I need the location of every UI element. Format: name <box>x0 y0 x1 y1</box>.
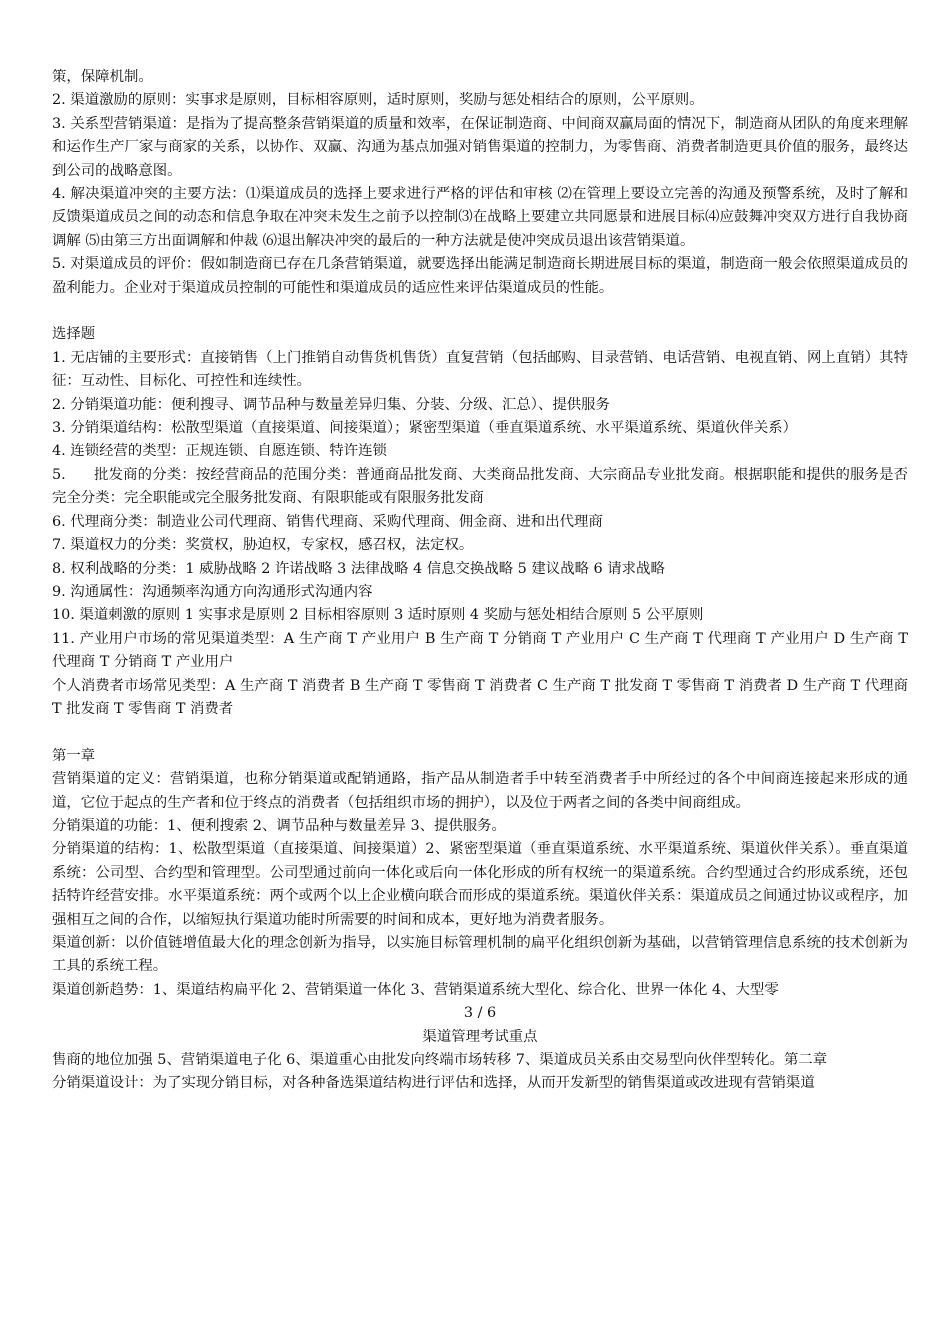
list-item: 个人消费者市场常见类型：A 生产商 T 消费者 B 生产商 T 零售商 T 消费者 C 生产商 T 批发商 T 零售商 T 消费者 D 生产商 T 代理商 T 批发商 T 零售商 T 消费者 <box>52 677 908 717</box>
page-number: 3 / 6 <box>463 1005 497 1022</box>
paragraph: 渠道创新趋势：1、渠道结构扁平化 2、营销渠道一体化 3、营销渠道系统大型化、综合化、世界一体化 4、大型零 <box>52 981 779 998</box>
paragraph: 售商的地位加强 5、营销渠道电子化 6、渠道重心由批发向终端市场转移 7、渠道成员关系由交易型向伙伴型转化。第二章 <box>52 1052 828 1069</box>
blank-line <box>52 721 908 744</box>
blank-line <box>52 300 908 323</box>
paragraph: 策，保障机制。 <box>52 69 153 85</box>
list-item: 6. 代理商分类：制造业公司代理商、销售代理商、采购代理商、佣金商、进和出代理商 <box>52 513 603 530</box>
paragraph: 2. 渠道激励的原则：实事求是原则，目标相容原则，适时原则，奖励与惩处相结合的原则，公平原则。 <box>52 92 704 109</box>
paragraph: 渠道创新：以价值链增值最大化的理念创新为指导，以实施目标管理机制的扁平化组织创新为基础，以营销管理信息系统的技术创新为工具的系统工程。 <box>52 935 908 975</box>
list-item: 1. 无店铺的主要形式：直接销售（上门推销自动售货机售货）直复营销（包括邮购、目录营销、电话营销、电视直销、网上直销）其特征：互动性、目标化、可控性和连续性。 <box>52 349 908 390</box>
running-title: 渠道管理考试重点 <box>422 1028 538 1045</box>
section-heading: 选择题 <box>52 326 96 343</box>
list-item: 4. 连锁经营的类型：正规连锁、自愿连锁、特许连锁 <box>52 443 387 460</box>
document-page <box>52 66 908 1096</box>
paragraph: 分销渠道的结构：1、松散型渠道（直接渠道、间接渠道）2、紧密型渠道（垂直渠道系统、水平渠道系统、渠道伙伴关系）。垂直渠道系统：公司型、合约型和管理型。公司型通过前向一体化或后向一体化形成的所有权统一的渠道系统。合约型通过合约形成系统，还包括特许经营安排。水平渠道系统：两个或两个以上企业横向联合而形成的渠道系统。渠道伙伴关系：渠道成员之间通过协议或程序，加强相互之间的合作，以缩短执行渠道功能时所需要的时间和成本，更好地为消费者服务。 <box>52 841 908 928</box>
list-item: 9. 沟通属性：沟通频率沟通方向沟通形式沟通内容 <box>52 583 373 600</box>
paragraph: 营销渠道的定义：营销渠道，也称分销渠道或配销通路，指产品从制造者手中转至消费者手中所经过的各个中间商连接起来形成的通道，它位于起点的生产者和位于终点的消费者（包括组织市场的拥护），以及位于两者之间的各类中间商组成。 <box>52 771 908 811</box>
paragraph: 3. 关系型营销渠道：是指为了提高整条营销渠道的质量和效率，在保证制造商、中间商双赢局面的情况下，制造商从团队的角度来理解和运作生产厂家与商家的关系，以协作、双赢、沟通为基点加强对销售渠道的控制力，为零售商、消费者制造更具价值的服务，最终达到公司的战略意图。 <box>52 115 908 179</box>
paragraph: 5. 对渠道成员的评价：假如制造商已存在几条营销渠道，就要选择出能满足制造商长期进展目标的渠道，制造商一般会依照渠道成员的盈利能力。企业对于渠道成员控制的可能性和渠道成员的适应性来评估渠道成员的性能。 <box>52 256 908 296</box>
list-item: 8. 权利战略的分类：1 威胁战略 2 许诺战略 3 法律战略 4 信息交换战略 5 建议战略 6 请求战略 <box>52 560 665 577</box>
chapter-heading: 第一章 <box>52 747 96 764</box>
list-item: 11. 产业用户市场的常见渠道类型：A 生产商 T 产业用户 B 生产商 T 分销商 T 产业用户 C 生产商 T 代理商 T 产业用户 D 生产商 T 代理商 T 分销商 T 产业用户 <box>52 630 908 671</box>
list-item: 7. 渠道权力的分类：奖赏权，胁迫权，专家权，感召权，法定权。 <box>52 537 474 554</box>
list-item: 10. 渠道刺激的原则 1 实事求是原则 2 目标相容原则 3 适时原则 4 奖励与惩处相结合原则 5 公平原则 <box>52 607 704 624</box>
list-item: 2. 分销渠道功能：便利搜寻、调节品种与数量差异归集、分装、分级、汇总）、提供服务 <box>52 396 610 413</box>
paragraph: 4. 解决渠道冲突的主要方法：⑴渠道成员的选择上要求进行严格的评估和审核 ⑵在管理上要设立完善的沟通及预警系统，及时了解和反馈渠道成员之间的动态和信息争取在冲突未发生之前予以控制⑶在战略上要建立共同愿景和进展目标⑷应鼓舞冲突双方进行自我协商调解 ⑸由第三方出面调解和仲裁 ⑹退出解决冲突的最后的一种方法就是使冲突成员退出该营销渠道。 <box>52 186 908 249</box>
list-item: 3. 分销渠道结构：松散型渠道（直接渠道、间接渠道）；紧密型渠道（垂直渠道系统、水平渠道系统、渠道伙伴关系） <box>52 420 798 437</box>
list-item: 5. 批发商的分类：按经营商品的范围分类：普通商品批发商、大类商品批发商、大宗商品专业批发商。根据职能和提供的服务是否完全分类：完全职能或完全服务批发商、有限职能或有限服务批发商 <box>52 466 908 507</box>
paragraph: 分销渠道的功能：1、便利搜索 2、调节品种与数量差异 3、提供服务。 <box>52 817 506 834</box>
paragraph: 分销渠道设计：为了实现分销目标，对各种备选渠道结构进行评估和选择，从而开发新型的销售渠道或改进现有营销渠道 <box>52 1075 815 1092</box>
